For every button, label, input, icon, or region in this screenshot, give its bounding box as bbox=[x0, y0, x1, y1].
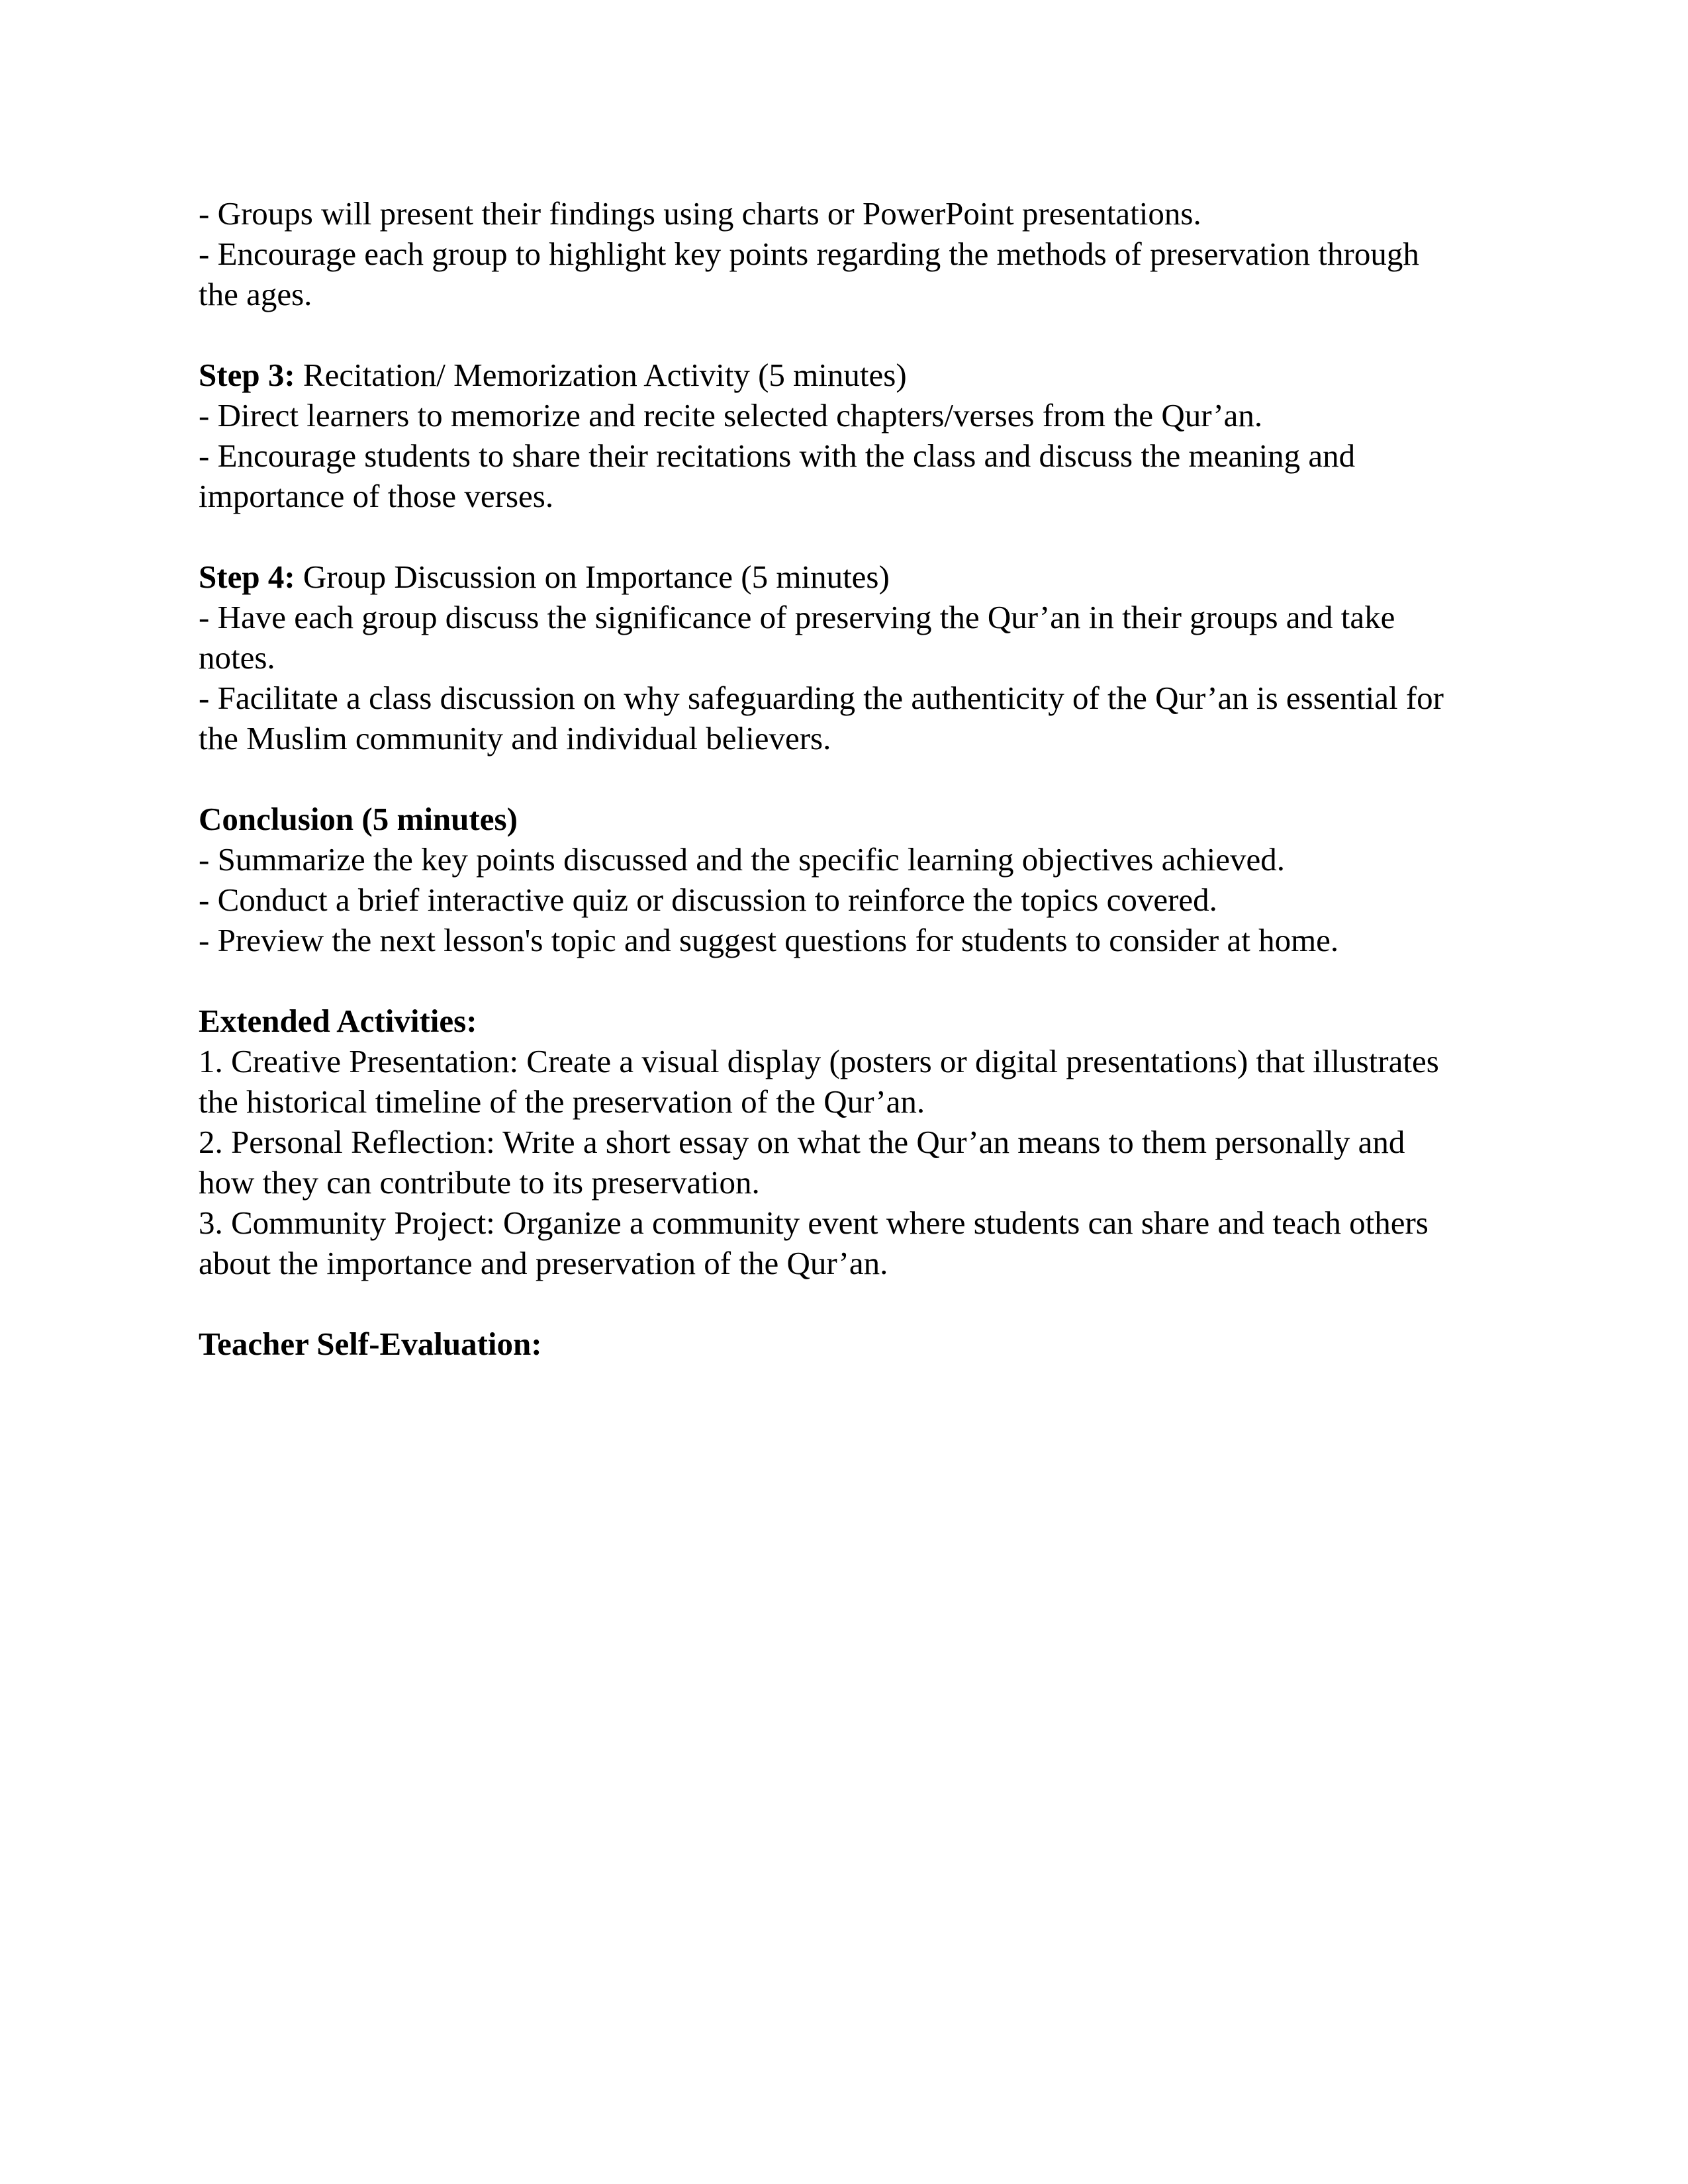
step-3-line: - Encourage students to share their recitations with the class and discuss the meaning and bbox=[199, 437, 1356, 474]
step-3-heading bbox=[199, 355, 1489, 395]
step-3-section bbox=[199, 355, 1489, 516]
paragraph-gap bbox=[199, 314, 1489, 355]
intro-section bbox=[199, 193, 1489, 314]
paragraph-gap bbox=[199, 1283, 1489, 1324]
step-4-heading bbox=[199, 557, 1489, 597]
conclusion-heading: Conclusion (5 minutes) bbox=[199, 801, 518, 837]
extended-activity-line: 1. Creative Presentation: Create a visual display (posters or digital presentations) that illustrates bbox=[199, 1043, 1439, 1079]
step-3-line: - Direct learners to memorize and recite selected chapters/verses from the Qur’an. bbox=[199, 397, 1263, 433]
step-4-section bbox=[199, 557, 1489, 758]
step-4-line: notes. bbox=[199, 639, 275, 676]
step-3-line: importance of those verses. bbox=[199, 478, 554, 514]
paragraph-gap bbox=[199, 960, 1489, 1001]
intro-line: the ages. bbox=[199, 276, 312, 312]
conclusion-line: - Summarize the key points discussed and the specific learning objectives achieved. bbox=[199, 841, 1285, 878]
extended-activity-line: 2. Personal Reflection: Write a short essay on what the Qur’an means to them personally and bbox=[199, 1124, 1405, 1160]
extended-activities-heading: Extended Activities: bbox=[199, 1003, 477, 1039]
step-4-line: the Muslim community and individual believers. bbox=[199, 720, 831, 756]
extended-activity-line: how they can contribute to its preservation. bbox=[199, 1164, 760, 1201]
paragraph-gap bbox=[199, 516, 1489, 557]
step-4-line: - Have each group discuss the significance of preserving the Qur’an in their groups and take bbox=[199, 599, 1395, 635]
extended-activity-line: about the importance and preservation of the Qur’an. bbox=[199, 1245, 888, 1281]
intro-line: - Encourage each group to highlight key points regarding the methods of preservation through bbox=[199, 236, 1419, 272]
conclusion-line: - Conduct a brief interactive quiz or discussion to reinforce the topics covered. bbox=[199, 882, 1217, 918]
step-4-label: Step 4: bbox=[199, 559, 295, 595]
conclusion-line: - Preview the next lesson's topic and suggest questions for students to consider at home. bbox=[199, 922, 1339, 958]
teacher-self-evaluation-heading: Teacher Self-Evaluation: bbox=[199, 1326, 542, 1362]
step-4-title: Group Discussion on Importance (5 minutes) bbox=[295, 559, 890, 595]
step-4-line: - Facilitate a class discussion on why safeguarding the authenticity of the Qur’an is essential for bbox=[199, 680, 1444, 716]
extended-activities-section bbox=[199, 1001, 1489, 1283]
paragraph-gap bbox=[199, 758, 1489, 799]
conclusion-section bbox=[199, 799, 1489, 960]
extended-activity-line: the historical timeline of the preservation of the Qur’an. bbox=[199, 1083, 925, 1120]
extended-activity-line: 3. Community Project: Organize a community event where students can share and teach others bbox=[199, 1205, 1429, 1241]
document-body bbox=[199, 193, 1489, 1364]
step-3-label: Step 3: bbox=[199, 357, 295, 393]
teacher-self-evaluation-section bbox=[199, 1324, 1489, 1364]
step-3-title: Recitation/ Memorization Activity (5 minutes) bbox=[295, 357, 907, 393]
intro-line: - Groups will present their findings using charts or PowerPoint presentations. bbox=[199, 195, 1201, 232]
